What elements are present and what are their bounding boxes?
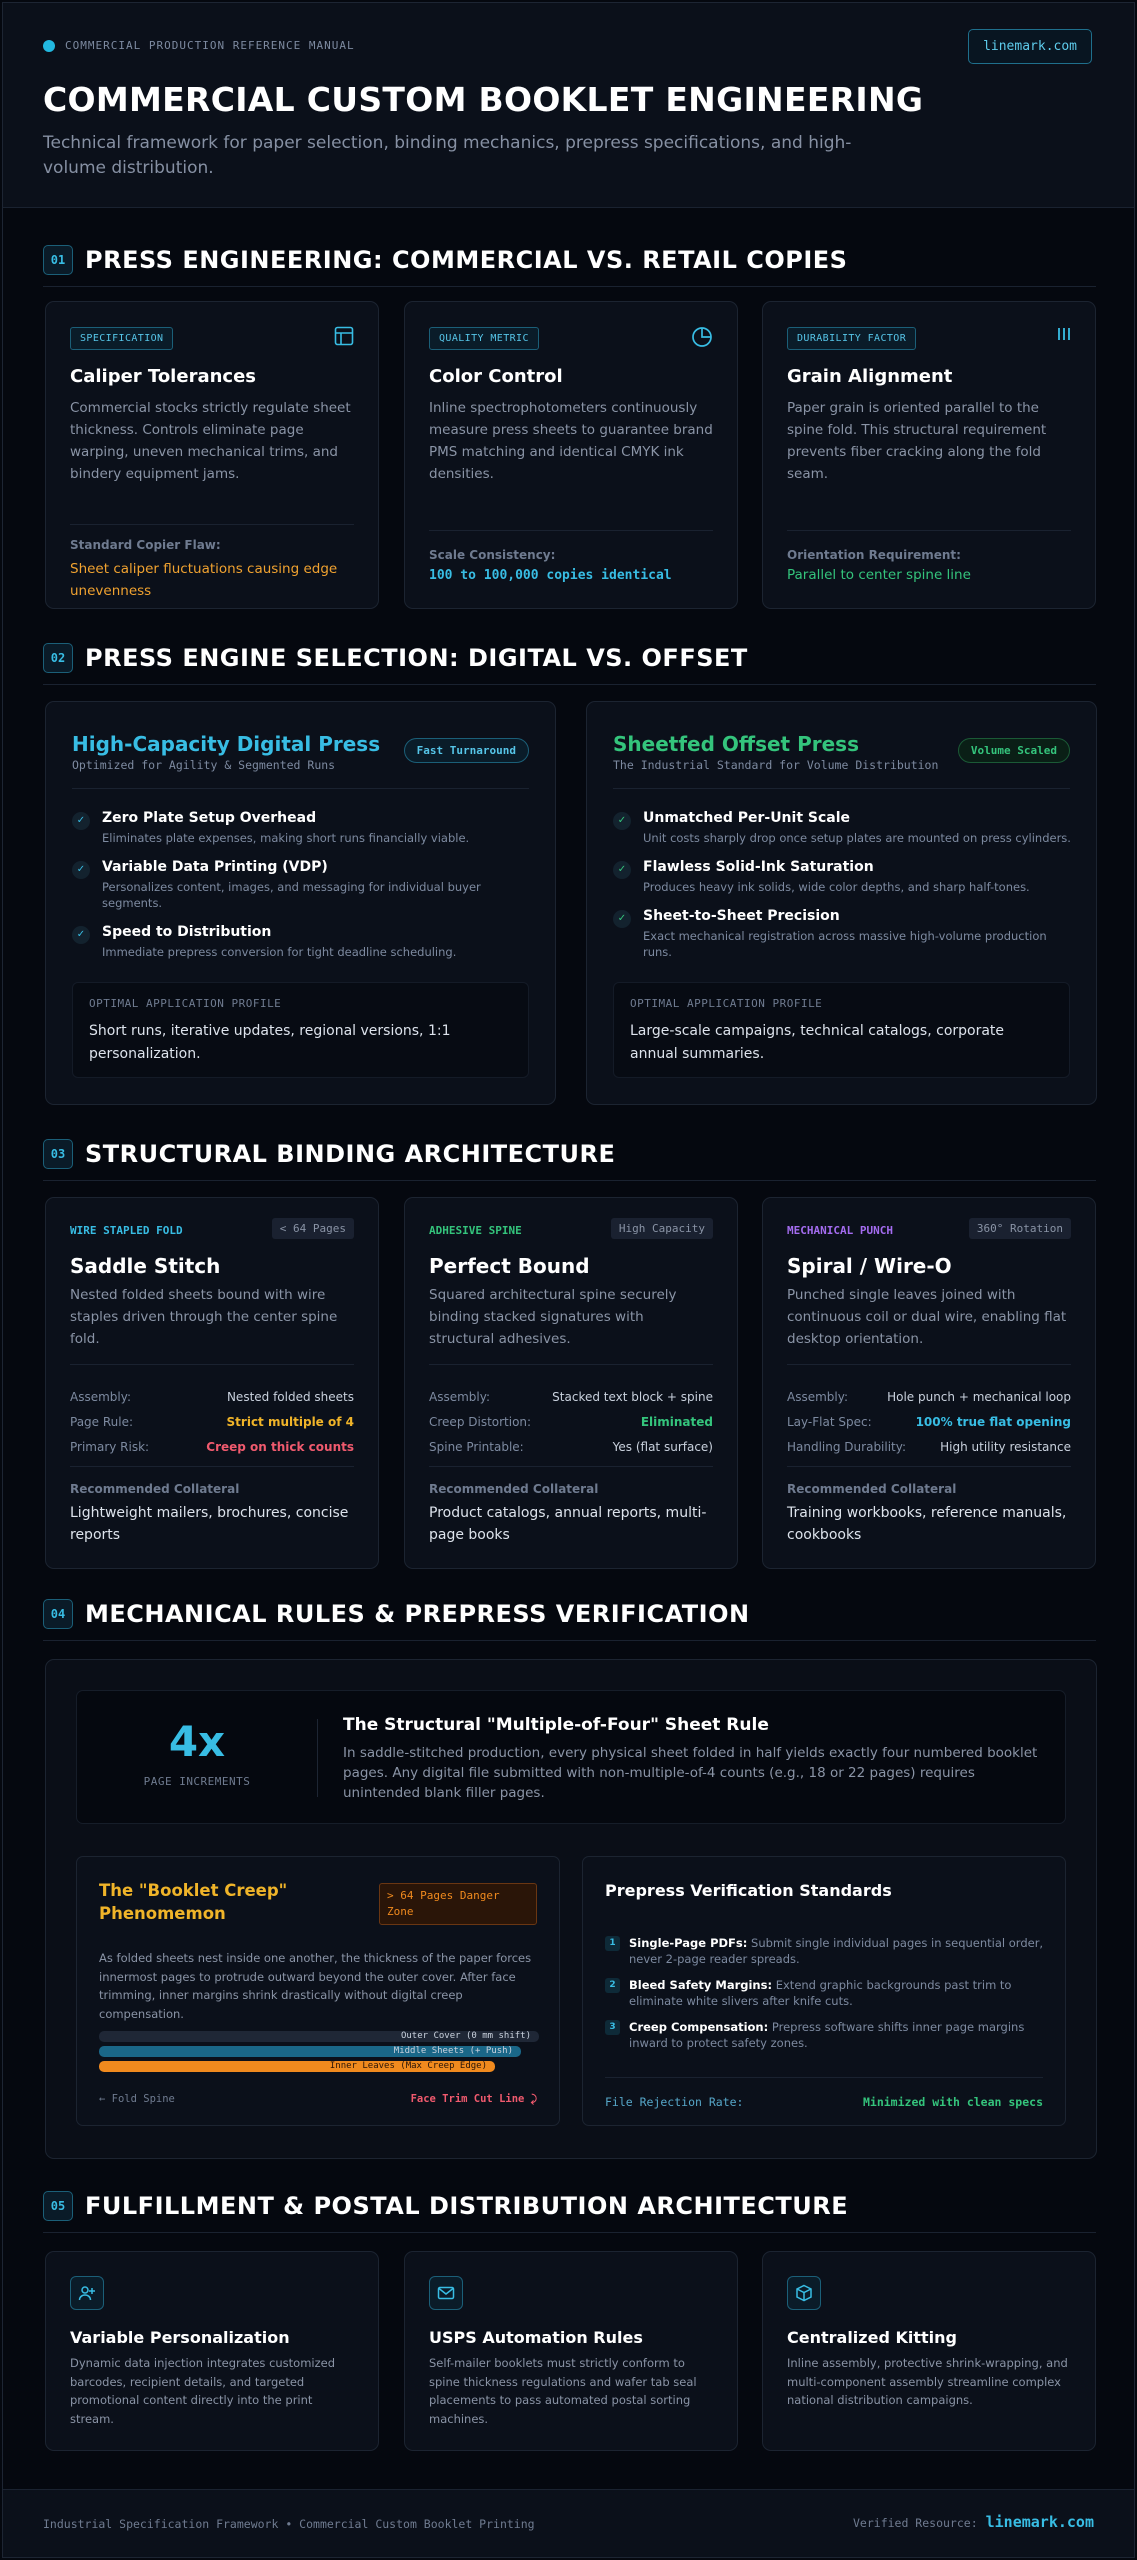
fulfillment-card (762, 2251, 1096, 2451)
fulfillment-title: Centralized Kitting (787, 2328, 957, 2347)
press-card-digital (45, 701, 556, 1105)
spec-key: Spine Printable: (429, 1440, 524, 1454)
feature-description: Eliminates plate expenses, making short runs financially viable. (102, 831, 470, 845)
spec-card-color (404, 301, 738, 609)
list-item (72, 859, 532, 908)
rejection-rate-value: Minimized with clean specs (862, 2095, 1043, 2109)
creep-bar (99, 2031, 539, 2042)
check-icon: ✓ (72, 926, 90, 944)
creep-bar-label: Inner Leaves (Max Creep Edge) (329, 2061, 487, 2071)
application-profile (72, 982, 529, 1078)
feature-description: Immediate prepress conversion for tight deadline scheduling. (102, 945, 457, 959)
step-number: 2 (605, 1978, 620, 1993)
card-title: Color Control (429, 366, 563, 387)
multiple-of-four-rule (76, 1690, 1066, 1824)
feature-title: Sheet-to-Sheet Precision (643, 908, 840, 924)
card-description: Inline spectrophotometers continuously measure press sheets to guarantee brand PMS matching and identical CMYK ink densities. (429, 400, 713, 482)
creep-bar (99, 2046, 521, 2057)
press-feature-list (72, 810, 532, 973)
step-description: Prepress software shifts inner page margins inward to protect safety zones. (629, 2020, 1025, 2050)
bars-icon (1057, 326, 1071, 342)
press-card-offset (586, 701, 1097, 1105)
section-press-engineering (43, 243, 1096, 287)
spec-value: Eliminated (640, 1415, 713, 1429)
card-flaw-value: Sheet caliper fluctuations causing edge unevenness (70, 561, 338, 599)
recommended-label: Recommended Collateral (787, 1482, 957, 1496)
binding-tag: MECHANICAL PUNCH (787, 1224, 893, 1237)
section-title: MECHANICAL RULES & PREPRESS VERIFICATION (85, 1599, 750, 1628)
package-icon (787, 2276, 821, 2310)
step-description: Submit single individual pages in sequential order, never 2-page reader spreads. (629, 1936, 1044, 1966)
user-plus-icon (70, 2276, 104, 2310)
press-feature-list (613, 810, 1073, 957)
spec-card-grain (762, 301, 1096, 609)
spec-key: Assembly: (787, 1390, 849, 1404)
rules-panel (45, 1659, 1097, 2159)
feature-title: Unmatched Per-Unit Scale (643, 810, 851, 826)
list-item (605, 1977, 1045, 2009)
prepress-verification-card (582, 1856, 1066, 2126)
spec-value: Creep on thick counts (206, 1440, 354, 1454)
spec-row (429, 1415, 713, 1429)
check-icon: ✓ (613, 812, 631, 830)
press-badge: Fast Turnaround (404, 738, 529, 763)
fulfillment-title: USPS Automation Rules (429, 2328, 643, 2347)
binding-pill: 360° Rotation (969, 1218, 1071, 1239)
spec-row (787, 1440, 1071, 1454)
press-title: Sheetfed Offset Press (613, 732, 859, 756)
fulfillment-description: Dynamic data injection integrates customized barcodes, recipient details, and targeted promotional content directly into the print stream. (70, 2356, 336, 2426)
fulfillment-card (404, 2251, 738, 2451)
spec-value: High utility resistance (940, 1440, 1071, 1454)
rule-description: In saddle-stitched production, every physical sheet folded in half yields exactly four numbered booklet pages. Any digital file submitted with non-multiple-of-4 counts (e.g., 18 or 22 pages) requires unintended blank filler pages. (343, 1745, 1038, 1801)
page-footer (3, 2489, 1134, 2558)
page-title: COMMERCIAL CUSTOM BOOKLET ENGINEERING (43, 80, 924, 119)
profile-label: OPTIMAL APPLICATION PROFILE (630, 997, 823, 1010)
list-item (72, 924, 532, 973)
press-subtitle: The Industrial Standard for Volume Distribution (613, 758, 939, 772)
binding-pill: High Capacity (611, 1218, 713, 1239)
spec-key: Assembly: (70, 1390, 132, 1404)
profile-text: Short runs, iterative updates, regional versions, 1:1 personalization. (89, 1023, 451, 1062)
footer-verified-label: Verified Resource: (853, 2516, 978, 2530)
section-title: PRESS ENGINEERING: COMMERCIAL VS. RETAIL COPIES (85, 245, 848, 274)
step-title: Single-Page PDFs: (629, 1936, 748, 1950)
section-number: 04 (43, 1599, 73, 1629)
fulfillment-card (45, 2251, 379, 2451)
binding-title: Perfect Bound (429, 1254, 590, 1278)
rule-title: The Structural "Multiple-of-Four" Sheet Rule (343, 1715, 769, 1735)
list-item (613, 859, 1073, 908)
page-header (3, 3, 1134, 208)
section-mechanical-rules (43, 1597, 1096, 1641)
card-tag: DURABILITY FACTOR (787, 327, 916, 350)
card-title: Caliper Tolerances (70, 366, 256, 387)
binding-card (762, 1197, 1096, 1569)
check-icon: ✓ (613, 910, 631, 928)
feature-title: Zero Plate Setup Overhead (102, 810, 317, 826)
binding-card (45, 1197, 379, 1569)
creep-danger-badge: > 64 Pages Danger Zone (379, 1883, 537, 1925)
list-item (613, 908, 1073, 957)
binding-pill: < 64 Pages (272, 1218, 354, 1239)
rejection-rate-label: File Rejection Rate: (605, 2095, 744, 2109)
card-description: Commercial stocks strictly regulate sheet thickness. Controls eliminate page warping, uneven mechanical trims, and bindery equipment jams. (70, 400, 351, 482)
list-item (605, 1935, 1045, 1967)
eyebrow (43, 39, 1094, 52)
pie-chart-icon (691, 326, 713, 348)
feature-description: Unit costs sharply drop once setup plates are mounted on press cylinders. (643, 831, 1071, 845)
spec-row (787, 1415, 1071, 1429)
section-binding (43, 1137, 1096, 1181)
feature-title: Flawless Solid-Ink Saturation (643, 859, 874, 875)
step-title: Creep Compensation: (629, 2020, 769, 2034)
creep-bar-label: Outer Cover (0 mm shift) (400, 2031, 531, 2041)
section-title: PRESS ENGINE SELECTION: DIGITAL VS. OFFSET (85, 643, 748, 672)
spec-row (787, 1390, 1071, 1404)
binding-tag: WIRE STAPLED FOLD (70, 1224, 183, 1237)
spec-key: Assembly: (429, 1390, 491, 1404)
rule-big-number: 4x (168, 1717, 226, 1766)
spec-value: Nested folded sheets (226, 1390, 354, 1404)
list-item (72, 810, 532, 859)
rule-big-label: PAGE INCREMENTS (143, 1775, 251, 1788)
fulfillment-description: Inline assembly, protective shrink-wrapping, and multi-component assembly streamline complex national distribution campaigns. (787, 2356, 1068, 2407)
creep-title: The "Booklet Creep" Phenomemon (99, 1881, 288, 1923)
section-number: 03 (43, 1139, 73, 1169)
spec-row (70, 1415, 354, 1429)
spec-value: Hole punch + mechanical loop (887, 1390, 1071, 1404)
binding-title: Saddle Stitch (70, 1254, 221, 1278)
creep-bar (99, 2061, 495, 2072)
feature-description: Exact mechanical registration across massive high-volume production runs. (643, 929, 1047, 959)
list-item (613, 810, 1073, 859)
binding-tag: ADHESIVE SPINE (429, 1224, 522, 1237)
spec-value: Yes (flat surface) (612, 1440, 713, 1454)
spec-card-caliper (45, 301, 379, 609)
card-tag: QUALITY METRIC (429, 327, 539, 350)
recommended-value: Product catalogs, annual reports, multi-page books (429, 1505, 707, 1543)
feature-title: Speed to Distribution (102, 924, 272, 940)
spec-key: Handling Durability: (787, 1440, 907, 1454)
recommended-label: Recommended Collateral (429, 1482, 599, 1496)
binding-description: Squared architectural spine securely binding stacked signatures with structural adhesives. (429, 1287, 677, 1347)
spec-key: Page Rule: (70, 1415, 134, 1429)
spec-row (70, 1390, 354, 1404)
footer-text: Industrial Specification Framework • Commercial Custom Booklet Printing (43, 2517, 535, 2531)
spec-row (429, 1440, 713, 1454)
spec-value: 100% true flat opening (915, 1415, 1071, 1429)
binding-title: Spiral / Wire-O (787, 1254, 952, 1278)
profile-label: OPTIMAL APPLICATION PROFILE (89, 997, 282, 1010)
card-flaw-label: Standard Copier Flaw: (70, 538, 221, 552)
status-dot-icon (43, 40, 55, 52)
card-description: Paper grain is oriented parallel to the spine fold. This structural requirement prevents fiber cracking along the fold seam. (787, 400, 1047, 482)
press-badge: Volume Scaled (958, 738, 1070, 763)
spec-key: Lay-Flat Spec: (787, 1415, 872, 1429)
feature-description: Personalizes content, images, and messaging for individual buyer segments. (102, 880, 481, 910)
creep-description: As folded sheets nest inside one another, the thickness of the paper forces innermost pages to protrude outward beyond the outer cover. After face trimming, inner margins shrink drastically without digital creep compensation. (99, 1951, 532, 2021)
spec-row (429, 1390, 713, 1404)
section-number: 02 (43, 643, 73, 673)
spec-key: Creep Distortion: (429, 1415, 532, 1429)
binding-card (404, 1197, 738, 1569)
mail-icon (429, 2276, 463, 2310)
section-press-selection (43, 641, 1096, 685)
card-scale-label: Scale Consistency: (429, 548, 556, 562)
spec-value: Stacked text block + spine (552, 1390, 713, 1404)
footer-link[interactable]: linemark.com (985, 2513, 1094, 2531)
recommended-label: Recommended Collateral (70, 1482, 240, 1496)
card-title: Grain Alignment (787, 366, 953, 387)
section-title: FULFILLMENT & POSTAL DISTRIBUTION ARCHITECTURE (85, 2191, 849, 2220)
section-number: 01 (43, 245, 73, 275)
page-subtitle: Technical framework for paper selection, binding mechanics, prepress specifications, and high-volume distribution. (43, 133, 852, 178)
press-subtitle: Optimized for Agility & Segmented Runs (72, 758, 336, 772)
feature-description: Produces heavy ink solids, wide color depths, and sharp half-tones. (643, 880, 1030, 894)
list-item (605, 2019, 1045, 2051)
profile-text: Large-scale campaigns, technical catalogs, corporate annual summaries. (630, 1023, 1005, 1062)
spec-key: Primary Risk: (70, 1440, 150, 1454)
card-orientation-value: Parallel to center spine line (787, 567, 971, 583)
section-fulfillment (43, 2189, 1096, 2233)
check-icon: ✓ (613, 861, 631, 879)
spec-value: Strict multiple of 4 (226, 1415, 354, 1429)
binding-description: Nested folded sheets bound with wire staples driven through the center spine fold. (70, 1287, 338, 1347)
card-orientation-label: Orientation Requirement: (787, 548, 961, 562)
card-tag: SPECIFICATION (70, 327, 173, 350)
binding-description: Punched single leaves joined with continuous coil or dual wire, enabling flat desktop orientation. (787, 1287, 1067, 1347)
feature-title: Variable Data Printing (VDP) (102, 859, 328, 875)
recommended-value: Training workbooks, reference manuals, cookbooks (787, 1505, 1067, 1543)
booklet-creep-card (76, 1856, 560, 2126)
spec-row (70, 1440, 354, 1454)
creep-diagram (99, 2031, 539, 2081)
eyebrow-text: COMMERCIAL PRODUCTION REFERENCE MANUAL (65, 39, 355, 52)
section-title: STRUCTURAL BINDING ARCHITECTURE (85, 1139, 616, 1168)
press-title: High-Capacity Digital Press (72, 732, 381, 756)
step-title: Bleed Safety Margins: (629, 1978, 773, 1992)
check-icon: ✓ (72, 861, 90, 879)
check-icon: ✓ (72, 812, 90, 830)
verification-list (605, 1935, 1045, 2061)
step-number: 3 (605, 2020, 620, 2035)
verification-title: Prepress Verification Standards (605, 1881, 892, 1900)
section-number: 05 (43, 2191, 73, 2221)
fulfillment-title: Variable Personalization (70, 2328, 290, 2347)
layout-icon (334, 326, 354, 346)
fulfillment-description: Self-mailer booklets must strictly conform to spine thickness regulations and wafer tab seal placements to pass automated postal sorting machines. (429, 2356, 697, 2426)
face-trim-label: Face Trim Cut Line ⤸ (410, 2093, 537, 2105)
step-description: Extend graphic backgrounds past trim to eliminate white slivers after knife cuts. (629, 1978, 1012, 2008)
page (2, 2, 1135, 2558)
step-number: 1 (605, 1936, 620, 1951)
recommended-value: Lightweight mailers, brochures, concise reports (70, 1505, 349, 1543)
application-profile (613, 982, 1070, 1078)
site-link-button[interactable]: linemark.com (968, 29, 1092, 64)
creep-bar-label: Middle Sheets (+ Push) (393, 2046, 513, 2056)
card-scale-value: 100 to 100,000 copies identical (429, 568, 672, 583)
fold-spine-label: ← Fold Spine (99, 2093, 175, 2105)
